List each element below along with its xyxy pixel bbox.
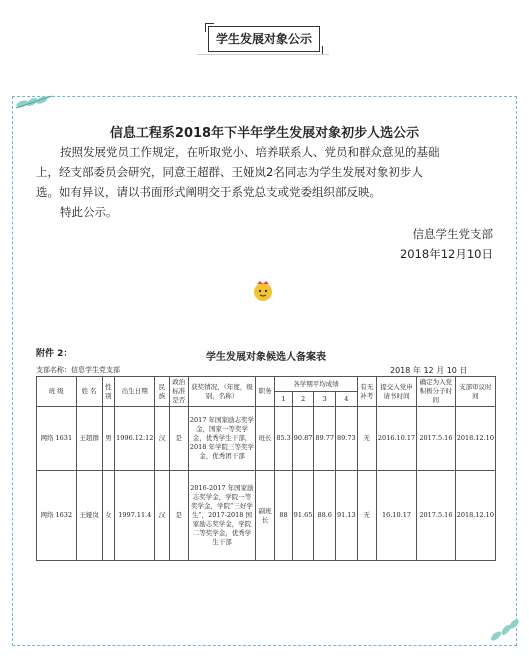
cell-name: 王娅岚 [76, 471, 102, 561]
cell-gender: 女 [102, 471, 114, 561]
table-header-row [37, 377, 496, 392]
page-title: 学生发展对象公示 [208, 26, 320, 52]
header-makeup-exam: 有无补考 [357, 377, 376, 407]
header-average-scores: 各学期平均成绩 [275, 377, 357, 392]
cell-review-time: 2018.12.10 [455, 471, 495, 561]
cell-term-2: 90.87 [292, 407, 314, 471]
leaf-decoration-icon [14, 92, 54, 114]
table-row [37, 471, 496, 561]
cell-term-1: 85.3 [275, 407, 292, 471]
header-gender: 性别 [102, 377, 114, 407]
header-term-3: 3 [314, 392, 336, 407]
cell-awards: 2017 年国家励志奖学金，国家一等奖学金，优秀学生干部，2018 年学院三等奖学金，优秀团干部 [188, 407, 255, 471]
cell-birth: 1996.12.12 [115, 407, 155, 471]
attachment-title: 学生发展对象候选人备案表 [206, 352, 326, 363]
table-row [37, 407, 496, 471]
cell-position: 班长 [256, 407, 275, 471]
cell-apply-time: 16.10.17 [376, 471, 416, 561]
header-position: 职务 [256, 377, 275, 407]
header-name: 姓 名 [76, 377, 102, 407]
cell-term-3: 88.6 [314, 471, 336, 561]
cell-makeup-exam: 无 [357, 407, 376, 471]
cell-birth: 1997.11.4 [115, 471, 155, 561]
header-term-2: 2 [292, 392, 314, 407]
title-underline [197, 54, 329, 55]
cell-makeup-exam: 无 [357, 471, 376, 561]
header-awards: 获奖情况，（年度，级别，名称） [188, 377, 255, 407]
cell-position: 副班长 [256, 471, 275, 561]
header-class: 班 级 [37, 377, 77, 407]
cell-term-2: 91.65 [292, 471, 314, 561]
attachment-date: 2018 年 12 月 10 日 [390, 366, 468, 375]
notice-title: 信息工程系2018年下半年学生发展对象初步人选公示 [109, 126, 420, 141]
cell-term-3: 89.77 [314, 407, 336, 471]
header-political: 政治标准是否 [169, 377, 188, 407]
cell-class: 网络 1631 [37, 407, 77, 471]
header-apply-time: 提交入党申请书时间 [376, 377, 416, 407]
header-review-time: 支部审议时间 [455, 377, 495, 407]
cell-gender: 男 [102, 407, 114, 471]
cell-activist-time: 2017.5.16 [417, 471, 456, 561]
cell-political: 是 [169, 471, 188, 561]
header-ethnic: 民族 [155, 377, 169, 407]
header-term-4: 4 [336, 392, 358, 407]
leaf-decoration-icon [486, 618, 526, 644]
branch-name: 支部名称：信息学生党支部 [36, 366, 120, 374]
notice-paragraph-line: 选。如有异议，请以书面形式阐明交于系党总支或党委组织部反映。 [36, 185, 381, 199]
attachment-label: 附件 2： [36, 349, 73, 359]
header-birth: 出生日期 [115, 377, 155, 407]
cell-name: 王超群 [76, 407, 102, 471]
header-term-1: 1 [275, 392, 292, 407]
cell-ethnic: 汉 [155, 471, 169, 561]
cell-review-time: 2018.12.10 [455, 407, 495, 471]
cute-mascot-icon [252, 280, 274, 302]
notice-paragraph-line: 按照发展党员工作规定，在听取党小、培养联系人、党员和群众意见的基础 [60, 145, 440, 159]
cell-activist-time: 2017.5.16 [417, 407, 456, 471]
cell-term-4: 89.73 [336, 407, 358, 471]
notice-date: 2018年12月10日 [399, 247, 493, 261]
notice-organization: 信息学生党支部 [412, 227, 493, 241]
notice-closing: 特此公示。 [60, 205, 118, 219]
header-activist-time: 确定为入党积极分子时间 [417, 377, 456, 407]
cell-ethnic: 汉 [155, 407, 169, 471]
cell-political: 是 [169, 407, 188, 471]
candidate-table [36, 376, 496, 561]
cell-awards: 2016-2017 年国家励志奖学金，学院一等奖学金，学院“三好学生”，2017-2018 国家励志奖学金，学院二等奖学金，优秀学生干部 [188, 471, 255, 561]
cell-term-1: 88 [275, 471, 292, 561]
notice-paragraph-line: 上，经支部委员会研究，同意王超群、王娅岚2名同志为学生发展对象初步人 [36, 165, 423, 179]
cell-class: 网络 1632 [37, 471, 77, 561]
cell-apply-time: 2016.10.17 [376, 407, 416, 471]
cell-term-4: 91.13 [336, 471, 358, 561]
